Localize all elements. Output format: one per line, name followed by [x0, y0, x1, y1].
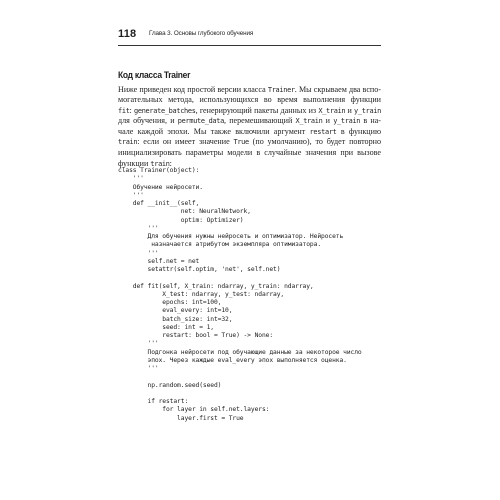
page-number: 118 [118, 28, 137, 40]
inline-code: fit [118, 106, 130, 115]
text-run: в функцию [336, 126, 381, 136]
inline-code: Trainer [267, 85, 295, 94]
code-line: for layer in self.net.layers: [118, 406, 270, 414]
inline-code: permute_data [177, 117, 224, 126]
text-run: могательных метода, использующихся во время выполнения функции [118, 95, 381, 105]
text-run: функции [118, 158, 151, 168]
code-line: эпох. Через каждые eval_every эпох выполняется оценка. [118, 356, 347, 364]
code-line: def fit(self, X_train: ndarray, y_train: ndarray, [118, 282, 314, 290]
running-header [118, 29, 381, 46]
inline-code: train [118, 138, 138, 147]
code-line: назначается атрибутом экземпляра оптимизатора. [118, 241, 322, 249]
paragraph-line [118, 106, 381, 117]
code-line: if restart: [118, 398, 189, 405]
code-line [118, 274, 362, 282]
code-listing [118, 167, 362, 423]
section-title: Код класса Trainer [118, 70, 191, 80]
code-line: X_test: ndarray, y_test: ndarray, [118, 290, 285, 298]
inline-code: restart [309, 127, 337, 136]
code-line: ''' [118, 224, 159, 232]
paragraph-line [118, 148, 381, 159]
paragraph-line [118, 137, 381, 148]
inline-code: y_train [333, 117, 361, 126]
code-line: Подгонка нейросети под обучающие данные за некоторое число [118, 348, 362, 356]
text-run: для обучения, и [118, 116, 178, 126]
text-run: инициализировать параметры модели в случайные значения при вызове [118, 148, 381, 158]
code-line: def __init__(self, [118, 200, 200, 207]
text-run: в на- [360, 116, 381, 126]
code-line: ''' [118, 340, 159, 348]
text-run: , генерирующий пакеты данных из [195, 105, 319, 115]
text-run: чале каждой эпохи. Мы также включили аргумент [118, 126, 310, 136]
inline-code: X_train [295, 117, 323, 126]
inline-code: y_train [354, 106, 381, 115]
inline-code: X_train [318, 106, 346, 115]
chapter-title: Глава 3. Основы глубокого обучения [149, 30, 254, 37]
intro-paragraph [118, 85, 381, 170]
code-line: eval_every: int=10, [118, 307, 233, 315]
code-line: ''' [118, 365, 159, 372]
code-line: optim: Optimizer) [118, 216, 244, 224]
code-line: Для обучения нужны нейросеть и оптимизатор. Нейросеть [118, 233, 344, 240]
code-line: batch_size: int=32, [118, 315, 233, 323]
text-run: Ниже приведен код простой версии класса [118, 84, 268, 94]
text-run: : [169, 158, 172, 168]
text-run: и [345, 105, 355, 115]
code-line: ''' [118, 249, 159, 257]
code-line: restart: bool = True) -> None: [118, 332, 274, 339]
code-line: ''' [118, 175, 144, 183]
paragraph-line [118, 116, 381, 127]
code-line: ''' [118, 191, 144, 199]
code-line: setattr(self.optim, 'net', self.net) [118, 266, 281, 273]
inline-code: train [150, 159, 170, 168]
paragraph-line [118, 95, 381, 106]
code-line: Обучение нейросети. [118, 183, 203, 191]
code-line: self.net = net [118, 257, 200, 265]
text-run: и [322, 116, 334, 126]
paragraph-line [118, 85, 381, 96]
code-line [118, 390, 362, 398]
code-line [118, 373, 362, 381]
text-run: . Мы скрываем два вспо- [294, 84, 382, 94]
text-run: : [129, 105, 135, 115]
code-line: layer.first = True [118, 414, 244, 422]
code-line: epochs: int=100, [118, 299, 222, 306]
code-line: np.random.seed(seed) [118, 381, 222, 389]
code-line: class Trainer(object): [118, 167, 200, 174]
text-run: , перемешивающий [223, 116, 296, 126]
text-run: (по умолчанию), то будет повторно [248, 137, 381, 147]
code-line: net: NeuralNetwork, [118, 208, 251, 216]
inline-code: generate_batches [134, 106, 196, 115]
paragraph-line [118, 127, 381, 138]
inline-code: True [233, 138, 249, 147]
code-line: seed: int = 1, [118, 323, 214, 331]
text-run: : если он имеет значение [137, 137, 234, 147]
